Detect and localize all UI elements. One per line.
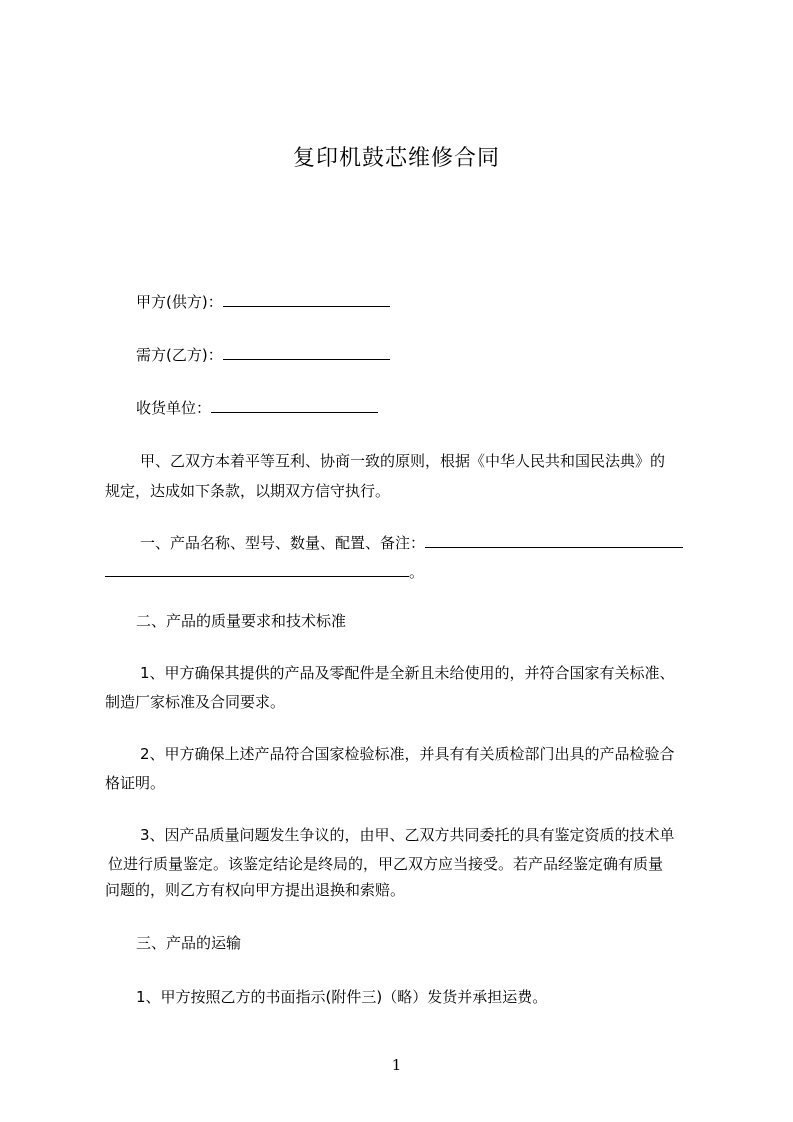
party-a-label: 甲方(供方)： <box>136 293 223 311</box>
section1-label: 一、产品名称、型号、数量、配置、备注： <box>140 534 426 552</box>
section2-item3-line1: 3、因产品质量问题发生争议的，由甲、乙双方共同委托的具有鉴定资质的技术单 <box>140 826 675 844</box>
party-b-blank[interactable] <box>223 345 390 360</box>
receiver-line <box>136 398 378 418</box>
section2-heading: 二、产品的质量要求和技术标准 <box>136 612 347 630</box>
receiver-blank[interactable] <box>211 398 378 413</box>
party-b-label: 需方(乙方)： <box>136 346 223 364</box>
section1-blank-2[interactable] <box>105 562 409 577</box>
section2-item1-line1: 1、甲方确保其提供的产品及零配件是全新且未给使用的，并符合国家有关标准、 <box>140 664 675 682</box>
section3-heading: 三、产品的运输 <box>136 934 242 952</box>
intro-line-1: 甲、乙双方本着平等互利、协商一致的原则，根据《中华人民共和国民法典》的 <box>140 452 666 470</box>
intro-line-2: 规定，达成如下条款，以期双方信守执行。 <box>105 482 391 500</box>
section2-item3-line2: 位进行质量鉴定。该鉴定结论是终局的，甲乙双方应当接受。若产品经鉴定确有质量 <box>108 855 664 873</box>
section2-item2-line2: 格证明。 <box>105 774 166 792</box>
section1-end-mark: 。 <box>409 563 425 581</box>
party-a-line <box>136 292 390 312</box>
party-a-blank[interactable] <box>223 292 390 307</box>
receiver-label: 收货单位： <box>136 399 212 417</box>
section1-blank-1[interactable] <box>425 533 683 548</box>
section1-line-2 <box>105 562 424 582</box>
page-number: 1 <box>391 1056 402 1074</box>
party-b-line <box>136 345 390 365</box>
section3-item1: 1、甲方按照乙方的书面指示(附件三)（略）发货并承担运费。 <box>136 988 548 1006</box>
section1-line-1 <box>140 533 683 553</box>
section2-item3-line3: 问题的，则乙方有权向甲方提出退换和索赔。 <box>105 881 406 899</box>
section2-item2-line1: 2、甲方确保上述产品符合国家检验标准，并具有有关质检部门出具的产品检验合 <box>140 745 675 763</box>
section2-item1-line2: 制造厂家标准及合同要求。 <box>105 693 286 711</box>
contract-title: 复印机鼓芯维修合同 <box>292 146 500 171</box>
